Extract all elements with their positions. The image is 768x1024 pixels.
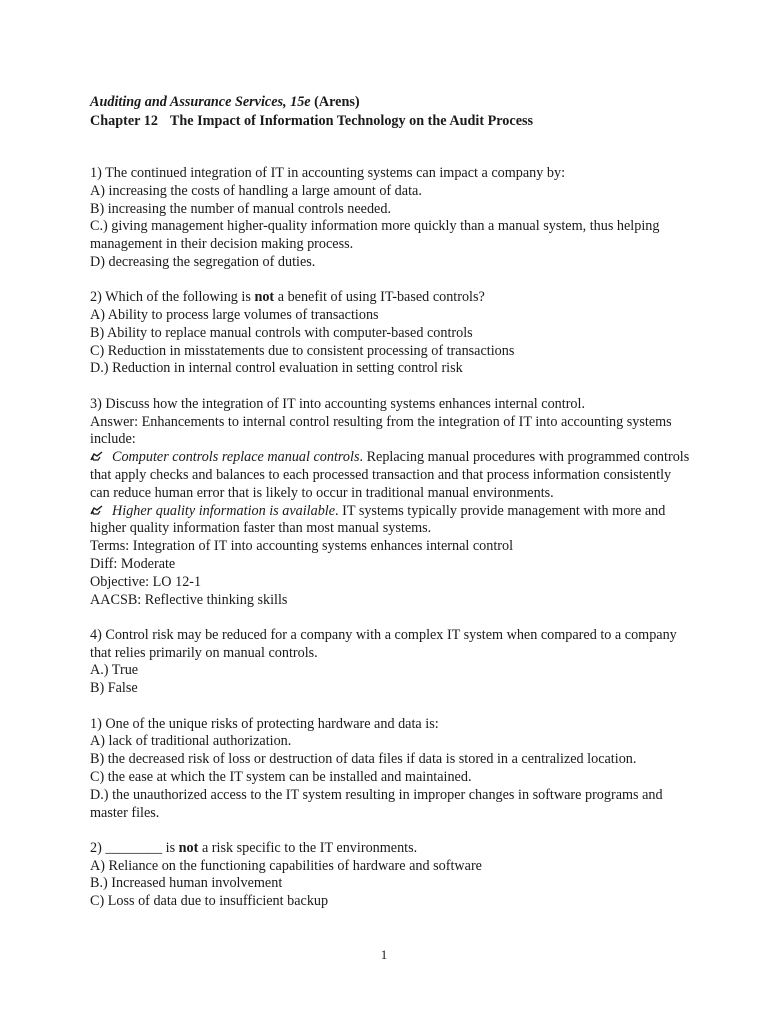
answer-option: A) Ability to process large volumes of transactions <box>90 307 379 324</box>
pen-hand-icon <box>90 451 104 461</box>
chapter-title: The Impact of Information Technology on the Audit Process <box>169 113 534 129</box>
question-stem: 4) Control risk may be reduced for a company with a complex IT system when compared to a company that relies primarily on manual controls. <box>90 626 677 661</box>
answer-option: D) decreasing the segregation of duties. <box>90 253 316 270</box>
question-stem: 2) ________ is not a risk specific to the IT environments. <box>90 839 418 856</box>
question-1 <box>90 165 690 272</box>
answer-option: C) the ease at which the IT system can be installed and maintained. <box>90 768 472 785</box>
answer-text: Answer: Enhancements to internal control resulting from the integration of IT into accounting systems include: <box>90 413 672 448</box>
bullet-text: . Replacing manual procedures with programmed controls that apply checks and balances to each processed transaction and that process information consistently can reduce human error that is likely to occur in traditional manual environments. <box>90 449 690 501</box>
answer-bullet <box>90 449 690 502</box>
question-2 <box>90 289 690 378</box>
answer-option: B) the decreased risk of loss or destruction of data files if data is stored in a centralized location. <box>90 751 637 768</box>
answer-option: D.) the unauthorized access to the IT system resulting in improper changes in software programs and master files. <box>90 786 663 821</box>
answer-option: A.) True <box>90 662 139 679</box>
answer-option: B) Ability to replace manual controls with computer-based controls <box>90 324 473 341</box>
question-stem: 2) Which of the following is not a benefit of using IT-based controls? <box>90 289 485 306</box>
book-header <box>90 93 690 112</box>
answer-option: A) Reliance on the functioning capabilities of hardware and software <box>90 857 482 874</box>
bullet-lead: Computer controls replace manual controls <box>112 449 360 466</box>
answer-option: A) lack of traditional authorization. <box>90 733 292 750</box>
bullet-text: . IT systems typically provide management with more and higher quality information faster than most manual systems. <box>90 502 666 537</box>
page-number: 1 <box>380 947 388 962</box>
book-author: (Arens) <box>314 94 360 110</box>
aacsb-line: AACSB: Reflective thinking skills <box>90 591 288 608</box>
question-stem: 3) Discuss how the integration of IT into accounting systems enhances internal control. <box>90 395 586 412</box>
answer-option: C) Reduction in misstatements due to consistent processing of transactions <box>90 342 515 359</box>
book-title: Auditing and Assurance Services, 15e <box>90 94 311 110</box>
document-page <box>90 93 690 928</box>
difficulty-line: Diff: Moderate <box>90 555 176 572</box>
bullet-lead: Higher quality information is available <box>112 502 336 519</box>
objective-line: Objective: LO 12-1 <box>90 573 202 590</box>
question-6 <box>90 840 690 911</box>
chapter-heading <box>90 112 690 131</box>
chapter-number: Chapter 12 <box>90 113 158 129</box>
answer-option: C.) giving management higher-quality information more quickly than a manual system, thus helping management in their decision making process. <box>90 218 660 253</box>
question-3 <box>90 396 690 610</box>
answer-bullet <box>90 503 690 539</box>
answer-option: C) Loss of data due to insufficient backup <box>90 893 329 910</box>
emphasis-not: not <box>254 289 275 306</box>
pen-hand-icon <box>90 505 104 515</box>
answer-option: B.) Increased human involvement <box>90 875 283 892</box>
answer-option: A) increasing the costs of handling a large amount of data. <box>90 182 422 199</box>
question-4 <box>90 627 690 698</box>
question-stem: 1) One of the unique risks of protecting hardware and data is: <box>90 715 439 732</box>
terms-line: Terms: Integration of IT into accounting systems enhances internal control <box>90 538 514 555</box>
question-5 <box>90 716 690 823</box>
question-stem: 1) The continued integration of IT in accounting systems can impact a company by: <box>90 165 566 181</box>
answer-option: B) False <box>90 680 138 697</box>
answer-option: D.) Reduction in internal control evaluation in setting control risk <box>90 360 463 377</box>
answer-option: B) increasing the number of manual controls needed. <box>90 200 391 217</box>
emphasis-not: not <box>178 839 199 856</box>
